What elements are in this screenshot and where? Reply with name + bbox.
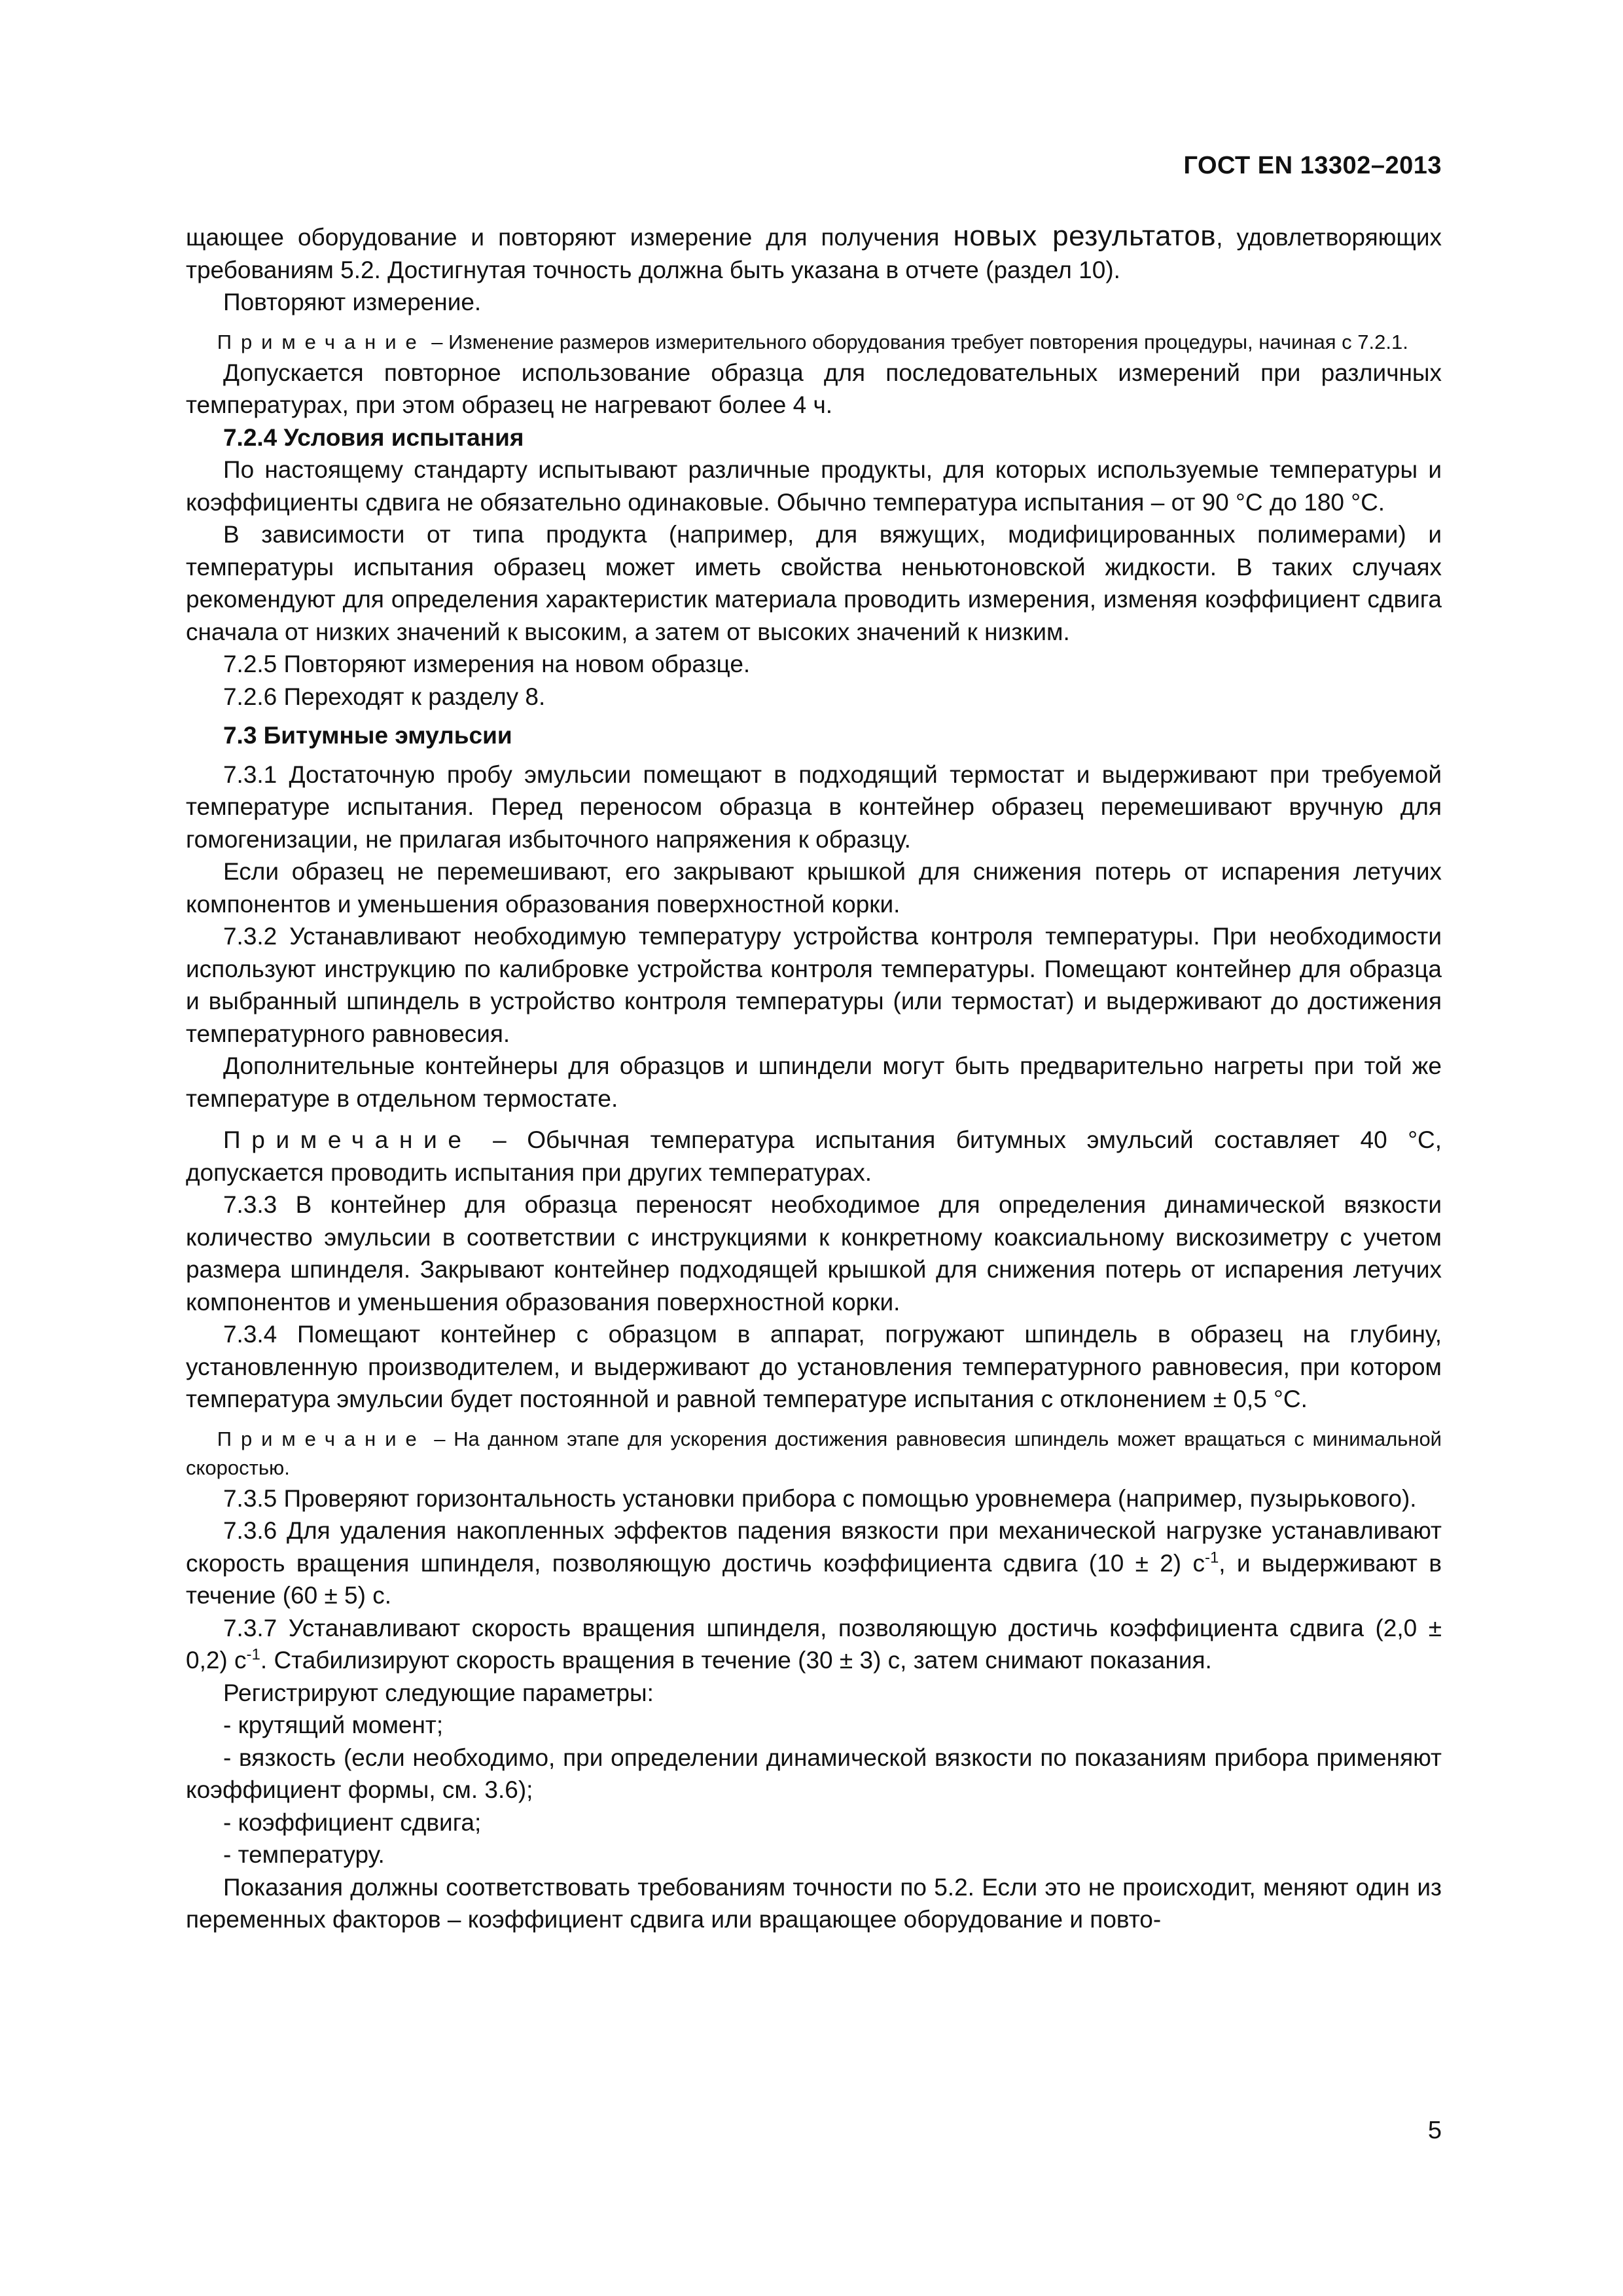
paragraph: 7.3.3 В контейнер для образца переносят необходимое для определения динамической вязкости количество эмульсии в соответствии с инструкциями к конкретному коаксиальному вискозиметру с учетом размера шпинделя. Закрывают контейнер подходящей крышкой для снижения потерь от испарения летучих компонентов и уменьшения образования поверхностной корки. <box>186 1191 1442 1316</box>
paragraph: Регистрируют следующие параметры: <box>223 1679 654 1706</box>
document-header: ГОСТ EN 13302–2013 <box>1183 152 1442 179</box>
paragraph: 7.2.5 Повторяют измерения на новом образце. <box>223 651 751 677</box>
note: Примечание – Изменение размеров измерительного оборудования требует повторения процедуры, начиная с 7.2.1. <box>217 330 1408 353</box>
section-heading: 7.3 Битумные эмульсии <box>223 722 512 749</box>
list-item: - коэффициент сдвига; <box>223 1808 482 1836</box>
note: Примечание – Обычная температура испытания битумных эмульсий составляет 40 °С, допускается проводить испытания при других температурах. <box>186 1126 1442 1186</box>
page-number: 5 <box>1427 2117 1442 2144</box>
paragraph: Дополнительные контейнеры для образцов и шпиндели могут быть предварительно нагреты при той же температуре в отдельном термостате. <box>186 1052 1442 1112</box>
note: Примечание – На данном этапе для ускорения достижения равновесия шпиндель может вращаться с минимальной скоростью. <box>186 1427 1442 1479</box>
paragraph-continuation: щающее оборудование и повторяют измерение для получения новых результатов, удовлетворяющих требованиям 5.2. Достигнутая точность должна быть указана в отчете (раздел 10). <box>186 220 1442 283</box>
paragraph: Показания должны соответствовать требованиям точности по 5.2. Если это не происходит, меняют один из переменных факторов – коэффициент сдвига или вращающее оборудование и повто- <box>186 1873 1442 1933</box>
paragraph: Повторяют измерение. <box>223 289 482 315</box>
paragraph: 7.3.5 Проверяют горизонтальность установки прибора с помощью уровнемера (например, пузырькового). <box>223 1484 1417 1512</box>
paragraph: Допускается повторное использование образца для последовательных измерений при различных температурах, при этом образец не нагревают более 4 ч. <box>186 359 1442 418</box>
note-label: Примечание <box>223 1126 473 1153</box>
paragraph: 7.3.2 Устанавливают необходимую температуру устройства контроля температуры. При необходимости используют инструкцию по калибровке устройства контроля температуры. Помещают контейнер для образца и выбранный шпиндель в устройство контроля температуры (или термостат) и выдерживают до достижения температурного равновесия. <box>186 923 1442 1047</box>
paragraph: 7.3.4 Помещают контейнер с образцом в аппарат, погружают шпиндель в образец на глубину, установленную производителем, и выдерживают до установления температурного равновесия, при котором температура эмульсии будет постоянной и равной температуре испытания с отклонением ± 0,5 °С. <box>186 1321 1442 1412</box>
paragraph: 7.3.7 Устанавливают скорость вращения шпинделя, позволяющую достичь коэффициента сдвига (2,0 ± 0,2) $с^{-1}$. Стабилизируют скорость вращения в течение (30 ± 3) с, затем снимают показания. <box>186 1614 1442 1674</box>
note-label: Примечание <box>217 1427 426 1450</box>
paragraph: Если образец не перемешивают, его закрывают крышкой для снижения потерь от испарения летучих компонентов и уменьшения образования поверхностной корки. <box>186 858 1442 918</box>
section-heading: 7.2.4 Условия испытания <box>223 423 524 451</box>
list-item: - вязкость (если необходимо, при определении динамической вязкости по показаниям прибора применяют коэффициент формы, см. 3.6); <box>186 1744 1442 1803</box>
note-label: Примечание <box>217 330 426 353</box>
list-item: - температуру. <box>223 1841 385 1868</box>
paragraph: 7.3.6 Для удаления накопленных эффектов падения вязкости при механической нагрузке устанавливают скорость вращения шпинделя, позволяющую достичь коэффициента сдвига (10 ± 2) $с^{-1}$, и выдерживают в течение (60 ± 5) с. <box>186 1517 1442 1609</box>
paragraph: 7.3.1 Достаточную пробу эмульсии помещают в подходящий термостат и выдерживают при требуемой температуре испытания. Перед переносом образца в контейнер образец перемешивают вручную для гомогенизации, не прилагая избыточного напряжения к образцу. <box>186 761 1442 853</box>
paragraph: 7.2.6 Переходят к разделу 8. <box>223 683 546 710</box>
paragraph: По настоящему стандарту испытывают различные продукты, для которых используемые температуры и коэффициенты сдвига не обязательно одинаковые. Обычно температура испытания – от 90 °С до 180 °С. <box>186 456 1442 516</box>
document-body <box>186 220 1442 1936</box>
paragraph: В зависимости от типа продукта (например, для вяжущих, модифицированных полимерами) и температуры испытания образец может иметь свойства неньютоновской жидкости. В таких случаях рекомендуют для определения характеристик материала проводить измерения, изменяя коэффициент сдвига сначала от низких значений к высоким, а затем от высоких значений к низким. <box>186 521 1442 645</box>
list-item: - крутящий момент; <box>223 1712 444 1738</box>
